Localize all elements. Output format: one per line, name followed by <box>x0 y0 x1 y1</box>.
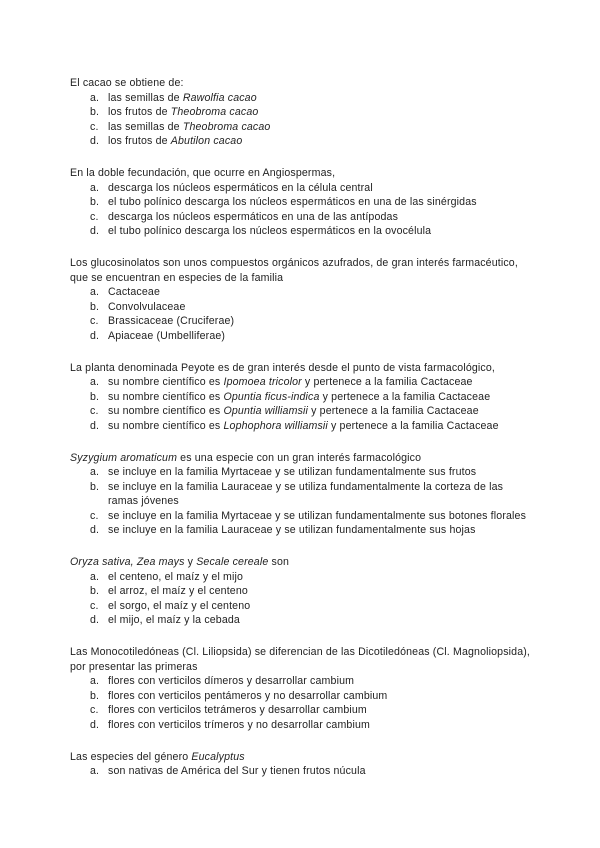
option-item <box>70 91 530 106</box>
question-5 <box>70 451 530 538</box>
option-marker: d. <box>90 718 100 731</box>
italic-text: Theobroma cacao <box>170 106 259 118</box>
text-run: son <box>268 556 290 568</box>
option-item <box>70 390 530 405</box>
option-marker: d. <box>90 524 100 536</box>
option-item <box>70 314 530 329</box>
option-list <box>70 375 530 433</box>
option-marker: d. <box>90 419 100 432</box>
option-marker: b. <box>90 480 100 493</box>
option-marker: b. <box>90 689 100 702</box>
question-7 <box>70 645 530 732</box>
option-item <box>70 599 530 614</box>
option-list <box>70 674 530 732</box>
option-item <box>70 210 530 225</box>
text-run: y pertenece a la familia Cactaceae <box>327 419 499 432</box>
option-marker: b. <box>90 585 100 597</box>
option-list <box>70 764 530 779</box>
text-run: La planta denominada Peyote es de gran interés desde el punto de vista farmacológico, <box>70 361 496 374</box>
text-run: Brassicaceae (Cruciferae) <box>108 315 235 327</box>
text-run: el centeno, el maíz y el mijo <box>108 570 244 583</box>
option-marker: b. <box>90 106 100 118</box>
option-marker: d. <box>90 225 100 237</box>
option-item <box>70 120 530 135</box>
italic-text: Rawolfia cacao <box>182 91 257 104</box>
text-run: su nombre científico es <box>108 390 224 403</box>
text-run: y pertenece a la familia Cactaceae <box>319 390 491 403</box>
text-run: son nativas de América del Sur y tienen frutos núcula <box>108 765 366 777</box>
question-stem <box>70 451 530 466</box>
italic-text: Secale cereale <box>196 556 269 568</box>
option-marker: c. <box>90 315 99 327</box>
option-item <box>70 195 530 210</box>
question-stem <box>70 555 530 570</box>
option-item <box>70 480 530 509</box>
text-run: se incluye en la familia Myrtaceae y se utilizan fundamentalmente sus botones florales <box>108 509 527 522</box>
text-run: descarga los núcleos espermáticos en la célula central <box>108 181 373 194</box>
question-stem <box>70 76 530 91</box>
italic-text: Opuntia ficus-indica <box>223 390 320 403</box>
option-list <box>70 465 530 538</box>
option-list <box>70 285 530 343</box>
option-item <box>70 570 530 585</box>
text-run: los frutos de <box>108 135 171 147</box>
option-marker: b. <box>90 300 100 313</box>
italic-text: Opuntia williamsii <box>223 405 309 417</box>
text-run: En la doble fecundación, que ocurre en Angiospermas, <box>70 167 336 179</box>
option-item <box>70 674 530 689</box>
option-marker: c. <box>90 509 99 522</box>
option-marker: a. <box>90 376 100 388</box>
italic-text: Abutilon cacao <box>170 135 243 147</box>
option-item <box>70 764 530 779</box>
italic-text: Oryza sativa, Zea mays <box>70 556 185 568</box>
text-run: y <box>184 556 197 568</box>
option-item <box>70 509 530 524</box>
text-run: Apiaceae (Umbelliferae) <box>108 329 226 342</box>
option-item <box>70 523 530 538</box>
option-item <box>70 613 530 628</box>
option-marker: a. <box>90 466 100 478</box>
text-run: descarga los núcleos espermáticos en una de las antípodas <box>108 210 399 223</box>
text-run: flores con verticilos pentámeros y no desarrollar cambium <box>108 689 388 702</box>
question-stem <box>70 256 530 285</box>
question-8 <box>70 750 530 779</box>
text-run: se incluye en la familia Lauraceae y se utiliza fundamentalmente la corteza de las ramas jóvenes <box>108 480 504 507</box>
question-stem <box>70 750 530 765</box>
text-run: se incluye en la familia Lauraceae y se utilizan fundamentalmente sus hojas <box>108 524 476 536</box>
option-item <box>70 181 530 196</box>
text-run: el arroz, el maíz y el centeno <box>108 585 248 597</box>
text-run: y pertenece a la familia Cactaceae <box>301 376 473 388</box>
option-item <box>70 718 530 733</box>
option-marker: d. <box>90 614 100 626</box>
text-run: Convolvulaceae <box>108 300 186 313</box>
text-run: el sorgo, el maíz y el centeno <box>108 599 251 612</box>
text-run: su nombre científico es <box>108 376 224 388</box>
question-stem <box>70 166 530 181</box>
option-item <box>70 224 530 239</box>
italic-text: Lophophora williamsii <box>223 419 328 432</box>
text-run: los frutos de <box>108 106 171 118</box>
question-stem <box>70 361 530 376</box>
text-run: las semillas de <box>108 91 183 104</box>
italic-text: Syzygium aromaticum <box>70 451 178 464</box>
option-marker: c. <box>90 210 99 223</box>
option-marker: a. <box>90 675 100 687</box>
option-marker: a. <box>90 91 100 104</box>
option-item <box>70 134 530 149</box>
text-run: su nombre científico es <box>108 419 224 432</box>
option-item <box>70 375 530 390</box>
option-marker: b. <box>90 390 100 403</box>
text-run: El cacao se obtiene de: <box>70 77 184 89</box>
option-item <box>70 105 530 120</box>
option-item <box>70 419 530 434</box>
question-2 <box>70 166 530 239</box>
text-run: Las Monocotiledóneas (Cl. Liliopsida) se diferencian de las Dicotiledóneas (Cl. Magnoliopsida), por presentar las primeras <box>70 646 531 673</box>
text-run: y pertenece a la familia Cactaceae <box>308 405 479 417</box>
text-run: Cactaceae <box>108 286 160 298</box>
exam-page <box>70 76 530 796</box>
text-run: las semillas de <box>108 120 183 133</box>
question-stem <box>70 645 530 674</box>
text-run: flores con verticilos trímeros y no desarrollar cambium <box>108 718 370 731</box>
option-list <box>70 91 530 149</box>
option-item <box>70 703 530 718</box>
option-marker: b. <box>90 196 100 208</box>
option-marker: c. <box>90 599 99 612</box>
italic-text: Eucalyptus <box>191 750 245 763</box>
text-run: su nombre científico es <box>108 405 224 417</box>
question-6 <box>70 555 530 628</box>
option-item <box>70 300 530 315</box>
text-run: el tubo polínico descarga los núcleos espermáticos en una de las sinérgidas <box>108 196 477 208</box>
option-item <box>70 285 530 300</box>
option-item <box>70 465 530 480</box>
italic-text: Ipomoea tricolor <box>223 376 302 388</box>
text-run: flores con verticilos dímeros y desarrollar cambium <box>108 675 355 687</box>
question-1 <box>70 76 530 149</box>
option-marker: d. <box>90 329 100 342</box>
text-run: Las especies del género <box>70 750 192 763</box>
option-marker: d. <box>90 135 100 147</box>
option-marker: a. <box>90 765 100 777</box>
option-item <box>70 689 530 704</box>
option-list <box>70 181 530 239</box>
option-marker: c. <box>90 120 99 133</box>
option-list <box>70 570 530 628</box>
italic-text: Theobroma cacao <box>182 120 271 133</box>
text-run: el mijo, el maíz y la cebada <box>108 614 240 626</box>
text-run: se incluye en la familia Myrtaceae y se utilizan fundamentalmente sus frutos <box>108 466 477 478</box>
text-run: el tubo polínico descarga los núcleos espermáticos en la ovocélula <box>108 225 432 237</box>
option-item <box>70 584 530 599</box>
text-run: Los glucosinolatos son unos compuestos orgánicos azufrados, de gran interés farmacéutico, que se encuentran en especies de la familia <box>70 257 518 284</box>
option-marker: a. <box>90 570 100 583</box>
option-item <box>70 329 530 344</box>
text-run: es una especie con un gran interés farmacológico <box>177 451 422 464</box>
option-marker: c. <box>90 405 99 417</box>
option-item <box>70 404 530 419</box>
option-marker: a. <box>90 286 100 298</box>
option-marker: a. <box>90 181 100 194</box>
option-marker: c. <box>90 704 99 716</box>
text-run: flores con verticilos tetrámeros y desarrollar cambium <box>108 704 367 716</box>
question-3 <box>70 256 530 343</box>
question-4 <box>70 361 530 434</box>
